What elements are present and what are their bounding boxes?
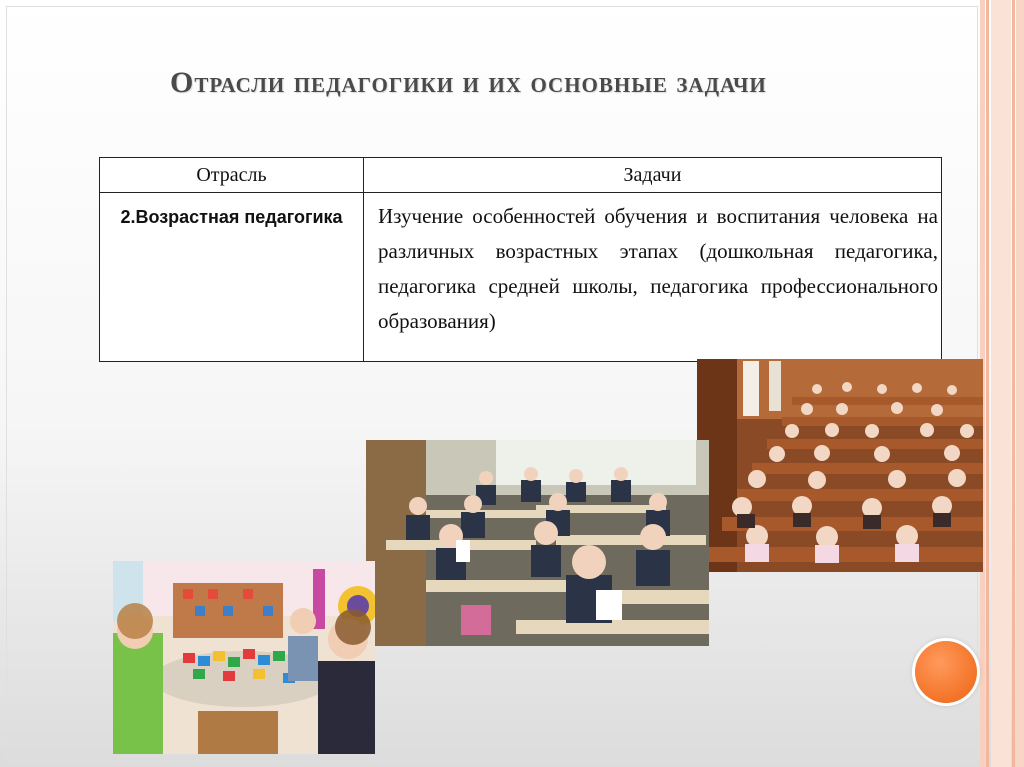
classroom-photo (366, 440, 709, 646)
slide-title: Отрасли педагогики и их основные задачи (170, 66, 767, 99)
decor-stripe (986, 0, 989, 767)
header-tasks: Задачи (364, 158, 942, 193)
decor-stripe (1012, 0, 1015, 767)
header-branch: Отрасль (100, 158, 364, 193)
decor-stripe (991, 0, 1011, 767)
table-row (100, 193, 942, 362)
table-header-row (100, 158, 942, 193)
branches-table (99, 157, 942, 362)
decor-stripe (1016, 0, 1024, 767)
branch-cell: 2.Возрастная педагогика (100, 193, 364, 362)
tasks-cell: Изучение особенностей обучения и воспитания человека на различных возрастных этапах (дошкольная педагогика, педагогика средней школы, педагогика профессионального образования) (364, 193, 942, 362)
kindergarten-photo (113, 561, 375, 754)
accent-circle (915, 641, 977, 703)
lecture-hall-photo (697, 359, 983, 572)
